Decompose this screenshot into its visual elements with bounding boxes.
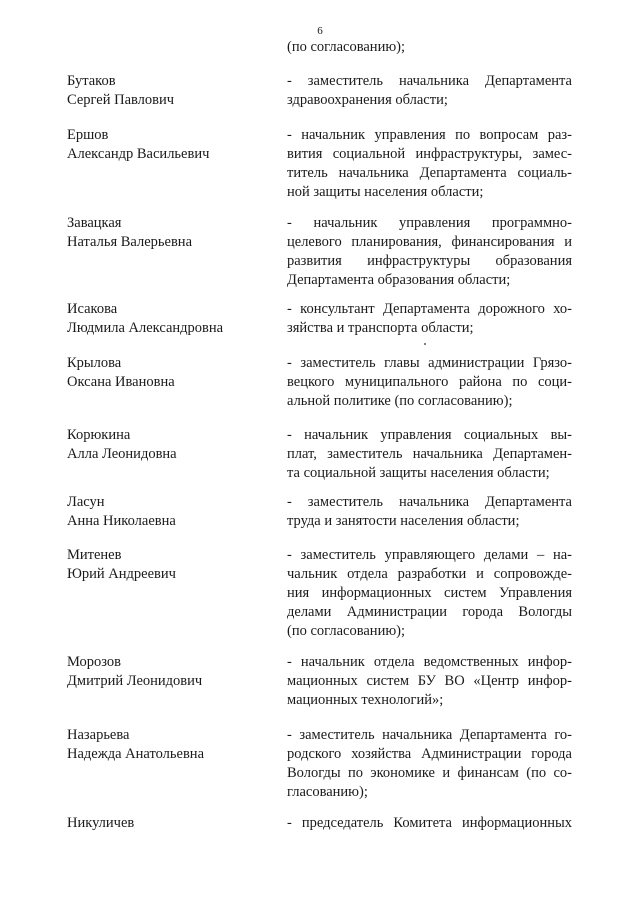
role-line: - начальник отдела ведомственных инфор- bbox=[287, 654, 572, 670]
position-description bbox=[287, 214, 572, 290]
role-line: та социальной защиты населения области; bbox=[287, 465, 550, 481]
person-name bbox=[67, 354, 272, 392]
page-number: 6 bbox=[317, 25, 323, 37]
role-line: - начальник управления социальных вы- bbox=[287, 427, 572, 443]
role-line: развития инфраструктуры образования bbox=[287, 253, 572, 269]
role-line: ния информационных систем Управления bbox=[287, 585, 572, 601]
position-description bbox=[287, 354, 572, 411]
role-line: Вологды по экономике и финансам (по со- bbox=[287, 765, 572, 781]
role-line: - начальник управления программно- bbox=[287, 215, 572, 231]
person-name bbox=[67, 546, 272, 584]
role-line: здравоохранения области; bbox=[287, 92, 448, 108]
role-line: чальник отдела разработки и сопровожде- bbox=[287, 566, 572, 582]
role-line: Департамента образования области; bbox=[287, 272, 511, 288]
role-line: - заместитель главы администрации Грязо- bbox=[287, 355, 572, 371]
role-line: - председатель Комитета информационных bbox=[287, 815, 572, 831]
role-line: альной политике (по согласованию); bbox=[287, 393, 513, 409]
stray-mark bbox=[424, 343, 426, 345]
given-name: Сергей Павлович bbox=[67, 92, 175, 108]
person-name bbox=[67, 726, 272, 764]
role-line: (по согласованию); bbox=[287, 623, 406, 639]
given-name: Юрий Андреевич bbox=[67, 566, 176, 582]
person-name bbox=[67, 814, 272, 833]
surname: Ласун bbox=[67, 494, 105, 510]
surname: Исакова bbox=[67, 301, 118, 317]
given-name: Надежда Анатольевна bbox=[67, 746, 204, 762]
surname: Крылова bbox=[67, 355, 122, 371]
person-name bbox=[67, 300, 272, 338]
role-line: мационных технологий»; bbox=[287, 692, 444, 708]
given-name: Анна Николаевна bbox=[67, 513, 176, 529]
role-line: зяйства и транспорта области; bbox=[287, 320, 474, 336]
person-name bbox=[67, 214, 272, 252]
given-name: Оксана Ивановна bbox=[67, 374, 175, 390]
role-line: титель начальника Департамента социаль- bbox=[287, 165, 572, 181]
position-description bbox=[287, 300, 572, 338]
person-name bbox=[67, 493, 272, 531]
given-name: Наталья Валерьевна bbox=[67, 234, 192, 250]
position-description bbox=[287, 814, 572, 833]
position-description bbox=[287, 726, 572, 802]
surname: Ершов bbox=[67, 127, 109, 143]
surname: Бутаков bbox=[67, 73, 116, 89]
surname: Митенев bbox=[67, 547, 122, 563]
surname: Корюкина bbox=[67, 427, 131, 443]
position-description bbox=[287, 72, 572, 110]
role-line: вития социальной инфраструктуры, замес- bbox=[287, 146, 572, 162]
role-line: вецкого муниципального района по соци- bbox=[287, 374, 572, 390]
role-line: - консультант Департамента дорожного хо- bbox=[287, 301, 572, 317]
surname: Никуличев bbox=[67, 815, 135, 831]
role-line: - заместитель начальника Департамента го- bbox=[287, 727, 572, 743]
given-name: Людмила Александровна bbox=[67, 320, 224, 336]
given-name: Дмитрий Леонидович bbox=[67, 673, 203, 689]
role-line: плат, заместитель начальника Департамен- bbox=[287, 446, 572, 462]
given-name: Алла Леонидовна bbox=[67, 446, 177, 462]
role-line: делами Администрации города Вологды bbox=[287, 604, 572, 620]
continuation-line: (по согласованию); bbox=[287, 39, 406, 55]
role-line: ной защиты населения области; bbox=[287, 184, 484, 200]
position-description bbox=[287, 653, 572, 710]
person-name bbox=[67, 72, 272, 110]
surname: Назарьева bbox=[67, 727, 130, 743]
surname: Завацкая bbox=[67, 215, 122, 231]
role-line: - заместитель начальника Департамента bbox=[287, 494, 572, 510]
person-name bbox=[67, 426, 272, 464]
position-description bbox=[287, 426, 572, 483]
role-line: - начальник управления по вопросам раз- bbox=[287, 127, 572, 143]
role-line: целевого планирования, финансирования и bbox=[287, 234, 572, 250]
person-name bbox=[67, 126, 272, 164]
role-line: - заместитель управляющего делами – на- bbox=[287, 547, 572, 563]
role-line: труда и занятости населения области; bbox=[287, 513, 520, 529]
role-line: гласованию); bbox=[287, 784, 368, 800]
position-description bbox=[287, 546, 572, 641]
role-line: родского хозяйства Администрации города bbox=[287, 746, 572, 762]
position-description bbox=[287, 493, 572, 531]
person-name bbox=[67, 653, 272, 691]
role-line: мационных систем БУ ВО «Центр инфор- bbox=[287, 673, 572, 689]
surname: Морозов bbox=[67, 654, 122, 670]
role-line: - заместитель начальника Департамента bbox=[287, 73, 572, 89]
position-description bbox=[287, 126, 572, 202]
given-name: Александр Васильевич bbox=[67, 146, 210, 162]
